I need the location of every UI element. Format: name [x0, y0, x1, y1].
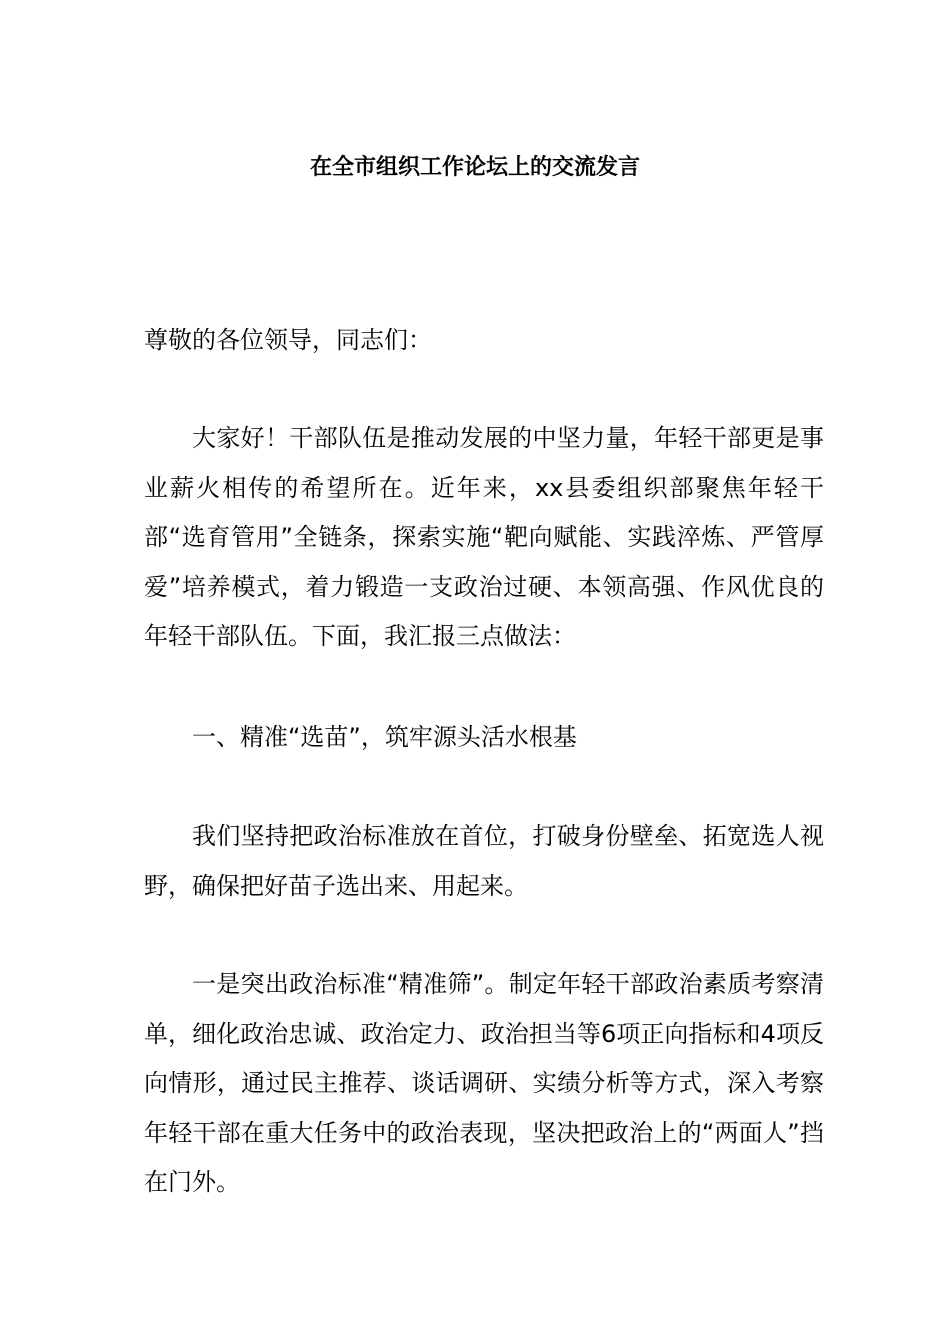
greeting: 尊敬的各位领导，同志们： — [144, 326, 432, 354]
point-paragraph: 一是突出政治标准“精准筛”。制定年轻干部政治素质考察清单，细化政治忠诚、政治定力、政治担当等6项正向指标和4项反向情形，通过民主推荐、谈话调研、实绩分析等方式，深入考察年轻干部在重大任务中的政治表现，坚决把政治上的“两面人”挡在门外。 — [144, 970, 824, 1196]
section-heading: 一、精准“选苗”，筑牢源头活水根基 — [192, 723, 577, 751]
section-paragraph: 我们坚持把政治标准放在首位，打破身份壁垒、拓宽选人视野，确保把好苗子选出来、用起来。 — [144, 822, 824, 900]
intro-paragraph: 大家好！干部队伍是推动发展的中坚力量，年轻干部更是事业薪火相传的希望所在。近年来，xx县委组织部聚焦年轻干部“选育管用”全链条，探索实施“靶向赋能、实践淬炼、严管厚爱”培养模式，着力锻造一支政治过硬、本领高强、作风优良的年轻干部队伍。下面，我汇报三点做法： — [144, 424, 824, 650]
document-title: 在全市组织工作论坛上的交流发言 — [309, 155, 640, 180]
